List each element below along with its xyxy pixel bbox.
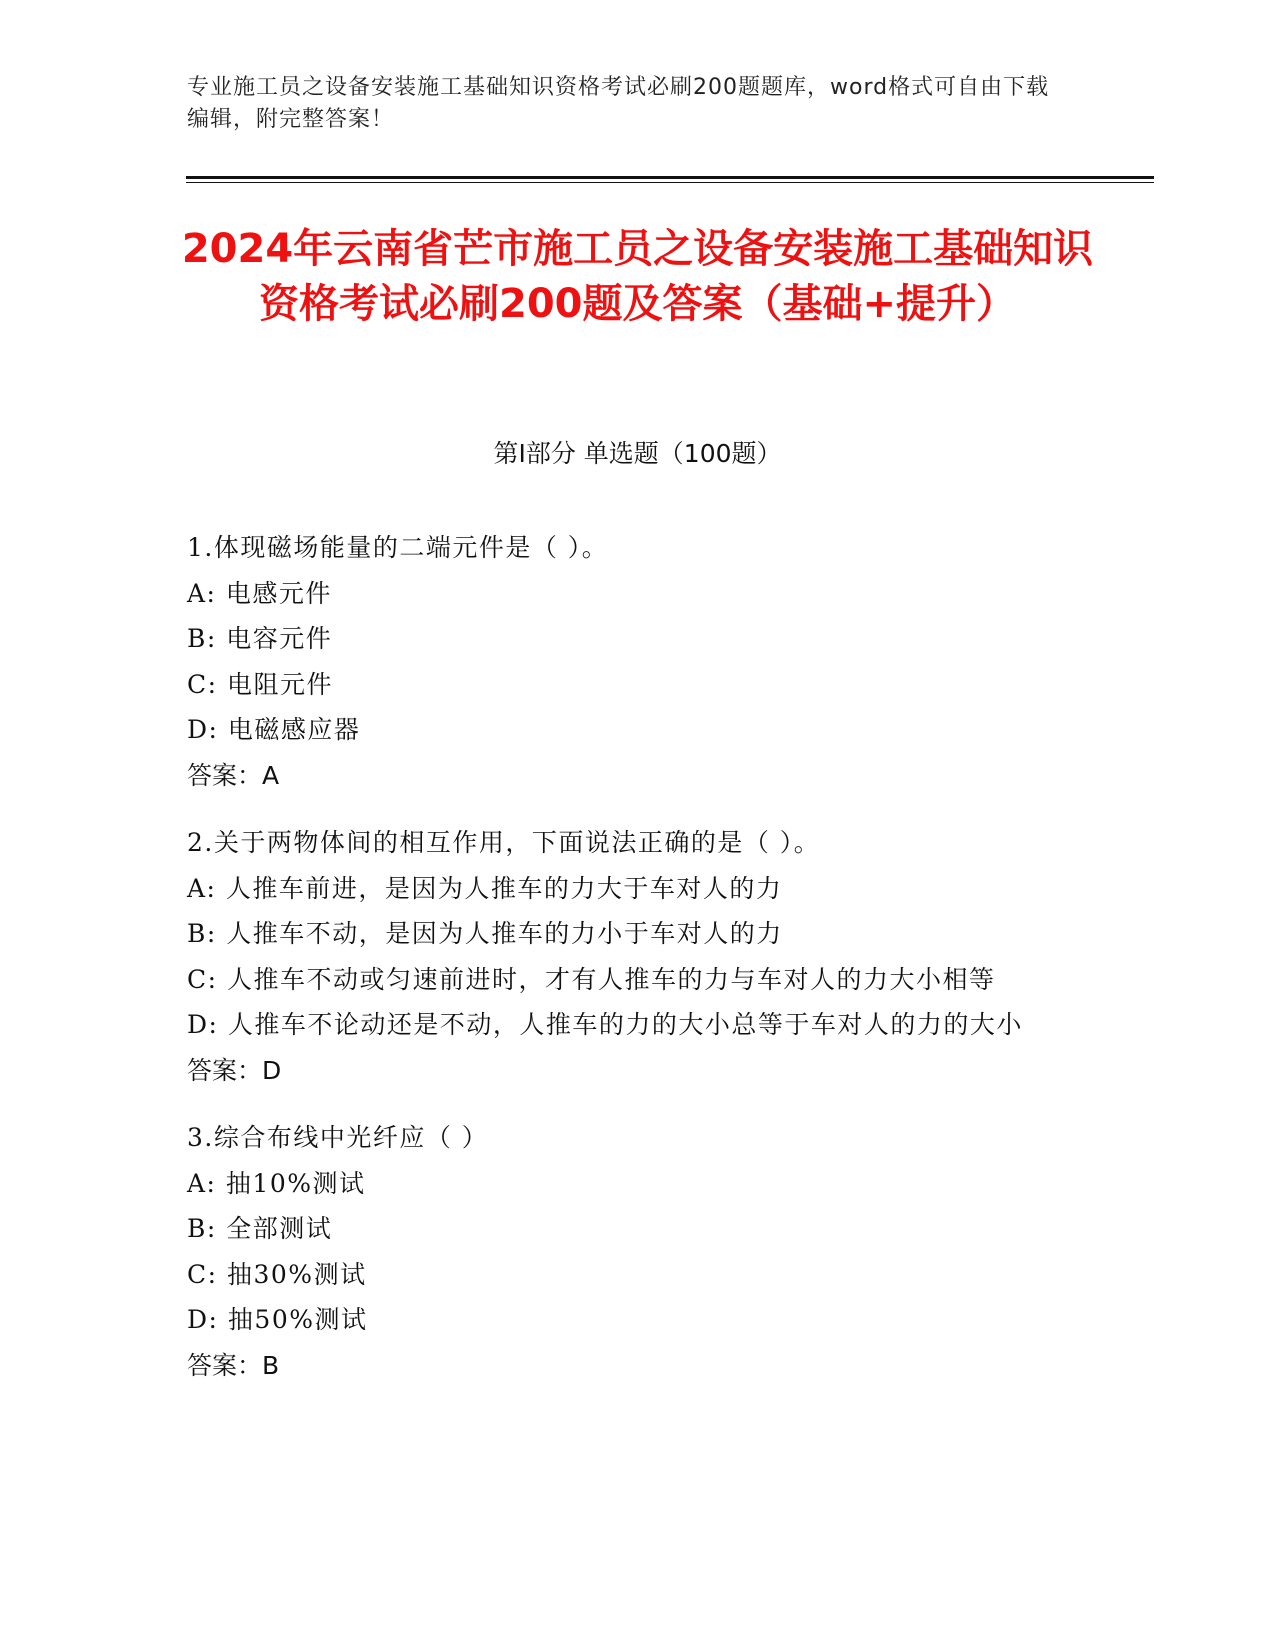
question-stem: 2.关于两物体间的相互作用，下面说法正确的是（ ）。 (187, 828, 821, 857)
option-b: B: 电容元件 (187, 624, 333, 653)
question-stem: 1.体现磁场能量的二端元件是（ ）。 (187, 533, 609, 562)
question-1 (187, 525, 1077, 798)
section-title: 第Ⅰ部分 单选题（100题） (493, 439, 782, 468)
option-d: D: 抽50%测试 (187, 1305, 368, 1334)
option-b: B: 全部测试 (187, 1214, 333, 1243)
answer: 答案：B (187, 1350, 280, 1380)
option-b: B: 人推车不动，是因为人推车的力小于车对人的力 (187, 919, 783, 948)
option-c: C: 抽30%测试 (187, 1259, 367, 1289)
option-d: D: 人推车不论动还是不动，人推车的力的大小总等于车对人的力的大小 (187, 1010, 1023, 1039)
header-note: 专业施工员之设备安装施工基础知识资格考试必刷200题题库，word格式可自由下载编辑，附完整答案！ (187, 75, 1050, 132)
question-list (187, 525, 1077, 1410)
option-c: C: 人推车不动或匀速前进时，才有人推车的力与车对人的力大小相等 (187, 964, 996, 994)
question-stem: 3.综合布线中光纤应（ ） (187, 1123, 489, 1152)
option-d: D: 电磁感应器 (187, 715, 361, 744)
header-divider-thick (186, 176, 1154, 179)
option-a: A: 人推车前进，是因为人推车的力大于车对人的力 (187, 873, 783, 903)
answer: 答案：A (187, 760, 280, 790)
option-c: C: 电阻元件 (187, 669, 333, 699)
answer: 答案：D (187, 1055, 282, 1085)
option-a: A: 抽10%测试 (187, 1168, 366, 1198)
header-divider-thin (186, 182, 1154, 183)
question-2 (187, 820, 1077, 1093)
question-3 (187, 1115, 1077, 1388)
option-a: A: 电感元件 (187, 578, 332, 608)
document-title: 2024年云南省芒市施工员之设备安装施工基础知识资格考试必刷200题及答案（基础+提升） (181, 226, 1094, 327)
